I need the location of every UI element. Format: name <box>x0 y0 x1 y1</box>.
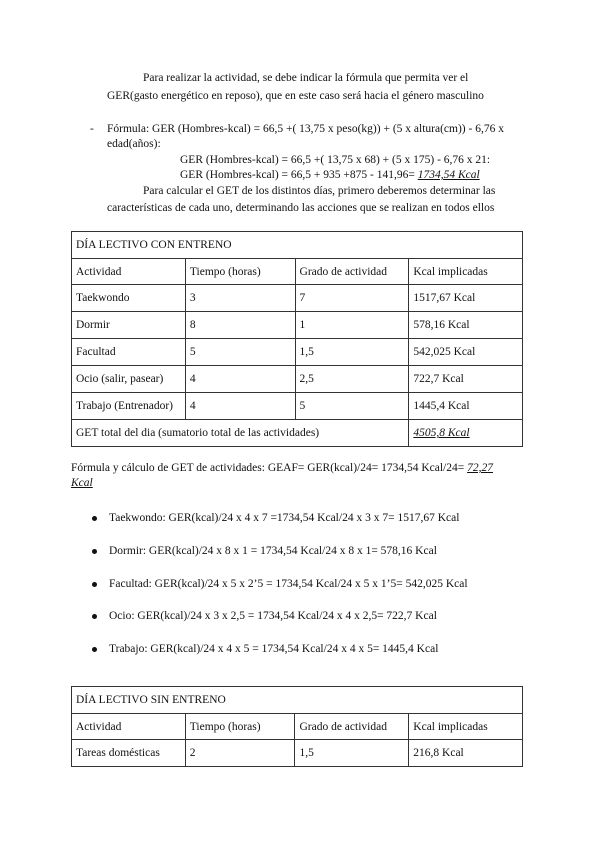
total-value <box>409 420 523 447</box>
table-cell: Ocio (salir, pasear) <box>72 366 186 393</box>
formula-line-4-text: GER (Hombres-kcal) = 66,5 + 935 +875 - 141,96= <box>180 169 418 181</box>
column-header: Kcal implicadas <box>409 259 523 285</box>
table-cell: 2,5 <box>295 366 409 393</box>
table-total-row <box>72 420 523 447</box>
table-cell: 7 <box>295 285 409 312</box>
intro-line-1: Para realizar la actividad, se debe indicar la fórmula que permita ver el <box>143 72 469 84</box>
table-title-row <box>72 232 523 259</box>
list-item: Taekwondo: GER(kcal)/24 x 4 x 7 =1734,54 Kcal/24 x 3 x 7= 1517,67 Kcal <box>109 512 460 524</box>
table-dia-con-entreno <box>71 231 523 447</box>
table-cell: 4 <box>185 393 295 420</box>
table-cell: 1,5 <box>295 740 409 767</box>
geaf-line-1 <box>71 461 493 476</box>
para2-line-2: características de cada uno, determinando las acciones que se realizan en todos ellos <box>107 202 495 214</box>
column-header: Actividad <box>72 259 186 285</box>
column-header: Tiempo (horas) <box>185 714 295 740</box>
column-header: Grado de actividad <box>295 714 409 740</box>
table-cell: 542,025 Kcal <box>409 339 523 366</box>
table-cell: 1,5 <box>295 339 409 366</box>
column-header: Actividad <box>72 714 186 740</box>
table-cell: 1445,4 Kcal <box>409 393 523 420</box>
bullet-icon <box>92 614 97 619</box>
table-row <box>72 339 523 366</box>
formula-line-2: edad(años): <box>107 138 161 150</box>
table-header-row <box>72 714 523 740</box>
para2-line-1: Para calcular el GET de los distintos días, primero deberemos determinar las <box>143 185 496 197</box>
ger-result: 1734,54 Kcal <box>417 169 480 181</box>
column-header: Grado de actividad <box>295 259 409 285</box>
table-dia-sin-entreno <box>71 686 523 767</box>
table-title: DÍA LECTIVO CON ENTRENO <box>72 232 523 259</box>
table-cell: 5 <box>295 393 409 420</box>
list-item: Dormir: GER(kcal)/24 x 8 x 1 = 1734,54 Kcal/24 x 8 x 1= 578,16 Kcal <box>109 545 437 557</box>
table-row <box>72 285 523 312</box>
list-dash: - <box>90 123 94 135</box>
formula-line-3: GER (Hombres-kcal) = 66,5 +( 13,75 x 68) + (5 x 175) - 6,76 x 21: <box>180 154 491 166</box>
column-header: Kcal implicadas <box>409 714 523 740</box>
column-header: Tiempo (horas) <box>185 259 295 285</box>
table-cell: Taekwondo <box>72 285 186 312</box>
formula-line-1: Fórmula: GER (Hombres-kcal) = 66,5 +( 13,75 x peso(kg)) + (5 x altura(cm)) - 6,76 x <box>107 123 504 135</box>
table-cell: 1 <box>295 312 409 339</box>
formula-line-4 <box>180 168 480 183</box>
total-label: GET total del dia (sumatorio total de las actividades) <box>72 420 409 447</box>
table-row <box>72 740 523 767</box>
table-cell: 8 <box>185 312 295 339</box>
table-cell: Tareas domésticas <box>72 740 186 767</box>
table-cell: 3 <box>185 285 295 312</box>
list-item: Ocio: GER(kcal)/24 x 3 x 2,5 = 1734,54 Kcal/24 x 4 x 2,5= 722,7 Kcal <box>109 610 437 622</box>
total-value-text: 4505,8 Kcal <box>413 427 470 439</box>
table-header-row <box>72 259 523 285</box>
table-cell: Dormir <box>72 312 186 339</box>
table-cell: Facultad <box>72 339 186 366</box>
table-row <box>72 366 523 393</box>
table-cell: 5 <box>185 339 295 366</box>
list-item: Trabajo: GER(kcal)/24 x 4 x 5 = 1734,54 Kcal/24 x 4 x 5= 1445,4 Kcal <box>109 643 439 655</box>
bullet-icon <box>92 582 97 587</box>
table-cell: 578,16 Kcal <box>409 312 523 339</box>
geaf-result: 72,27 <box>467 462 493 474</box>
geaf-line-2 <box>71 476 93 491</box>
table-row <box>72 312 523 339</box>
bullet-icon <box>92 516 97 521</box>
table-title: DÍA LECTIVO SIN ENTRENO <box>72 687 523 714</box>
table-cell: 2 <box>185 740 295 767</box>
bullet-icon <box>92 549 97 554</box>
table-title-row <box>72 687 523 714</box>
table-cell: 216,8 Kcal <box>409 740 523 767</box>
table-cell: Trabajo (Entrenador) <box>72 393 186 420</box>
table-cell: 4 <box>185 366 295 393</box>
geaf-unit: Kcal <box>71 477 93 489</box>
list-item: Facultad: GER(kcal)/24 x 5 x 2’5 = 1734,54 Kcal/24 x 5 x 1’5= 542,025 Kcal <box>109 578 468 590</box>
bullet-icon <box>92 647 97 652</box>
intro-line-2: GER(gasto energético en reposo), que en este caso será hacia el género masculino <box>107 90 484 102</box>
geaf-text: Fórmula y cálculo de GET de actividades: GEAF= GER(kcal)/24= 1734,54 Kcal/24= <box>71 462 468 474</box>
table-row <box>72 393 523 420</box>
table-cell: 722,7 Kcal <box>409 366 523 393</box>
table-cell: 1517,67 Kcal <box>409 285 523 312</box>
